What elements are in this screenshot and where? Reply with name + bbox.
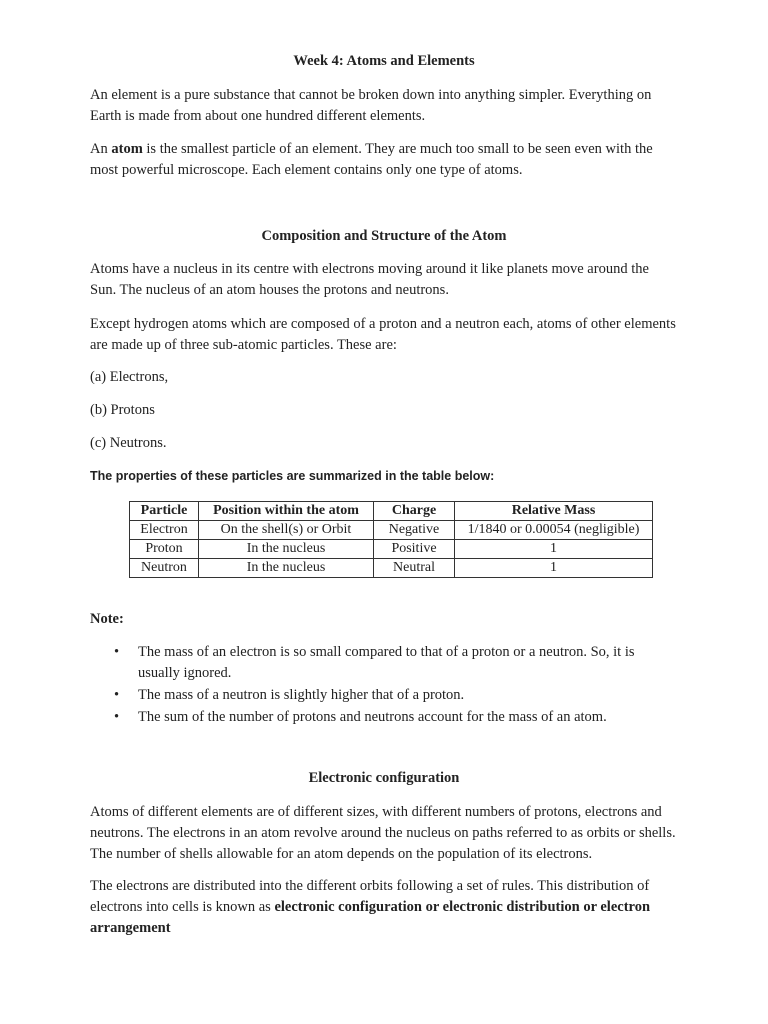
- composition-paragraph-1: Atoms have a nucleus in its centre with electrons moving around it like planets move around the Sun. The nucleus of an atom houses the protons and neutrons.: [90, 261, 649, 298]
- table-cell: Electron: [130, 521, 199, 540]
- table-cell: Negative: [374, 521, 455, 540]
- table-cell: Neutron: [130, 559, 199, 578]
- bullet-icon: •: [114, 644, 120, 660]
- header-position: Position within the atom: [199, 502, 374, 521]
- table-cell: 1: [455, 559, 653, 578]
- table-cell: Neutral: [374, 559, 455, 578]
- configuration-paragraph-2: [90, 876, 678, 939]
- configuration-term: electronic configuration or electronic distribution or electron arrangement: [90, 899, 651, 936]
- header-particle: Particle: [130, 502, 199, 521]
- table-cell: In the nucleus: [199, 559, 374, 578]
- table-cell: Positive: [374, 540, 455, 559]
- note-text: The sum of the number of protons and neutrons account for the mass of an atom.: [138, 709, 607, 725]
- bullet-icon: •: [114, 709, 120, 725]
- intro-paragraph-1: An element is a pure substance that cannot be broken down into anything simpler. Everything on Earth is made from about one hundred different elements.: [90, 87, 652, 124]
- header-charge: Charge: [374, 502, 455, 521]
- particle-item-protons: (b) Protons: [90, 402, 155, 418]
- config-p2-before: The electrons are distributed into the different orbits following a set of rules. This distribution of electrons into cells is known as: [90, 878, 650, 915]
- table-cell: 1: [455, 540, 653, 559]
- particle-properties-table: [129, 501, 653, 578]
- table-caption: The properties of these particles are summarized in the table below:: [90, 469, 495, 483]
- header-relative-mass: Relative Mass: [455, 502, 653, 521]
- table-cell: Proton: [130, 540, 199, 559]
- intro-p2-after: is the smallest particle of an element. They are much too small to be seen even with the most powerful microscope. Each element contains only one type of atoms.: [90, 141, 653, 178]
- bullet-icon: •: [114, 687, 120, 703]
- table-cell: 1/1840 or 0.00054 (negligible): [455, 521, 653, 540]
- intro-p2-before: An: [90, 141, 112, 157]
- particle-item-neutrons: (c) Neutrons.: [90, 435, 167, 451]
- section-heading-composition: Composition and Structure of the Atom: [261, 228, 507, 244]
- list-item: [90, 685, 650, 706]
- configuration-paragraph-1: Atoms of different elements are of different sizes, with different numbers of protons, electrons and neutrons. The electrons in an atom revolve around the nucleus on paths referred to as orbits or shells. The number of shells allowable for an atom depends on the population of its electrons.: [90, 804, 676, 862]
- atom-term: atom: [111, 141, 143, 157]
- table-header-row: [130, 502, 653, 521]
- list-item: [90, 707, 650, 728]
- note-list: [90, 642, 650, 729]
- composition-paragraph-2: Except hydrogen atoms which are composed of a proton and a neutron each, atoms of other elements are made up of three sub-atomic particles. These are:: [90, 316, 676, 353]
- particle-item-electrons: (a) Electrons,: [90, 369, 169, 385]
- table-cell: In the nucleus: [199, 540, 374, 559]
- table-cell: On the shell(s) or Orbit: [199, 521, 374, 540]
- table-row: [130, 559, 653, 578]
- note-text: The mass of a neutron is slightly higher that of a proton.: [138, 687, 465, 703]
- page-title: Week 4: Atoms and Elements: [293, 53, 475, 69]
- section-heading-electronic-configuration: Electronic configuration: [308, 770, 460, 786]
- note-text: The mass of an electron is so small compared to that of a proton or a neutron. So, it is usually ignored.: [138, 644, 635, 681]
- intro-paragraph-2: [90, 139, 678, 181]
- table-row: [130, 540, 653, 559]
- table-row: [130, 521, 653, 540]
- list-item: [90, 642, 650, 684]
- note-label: Note:: [90, 611, 124, 627]
